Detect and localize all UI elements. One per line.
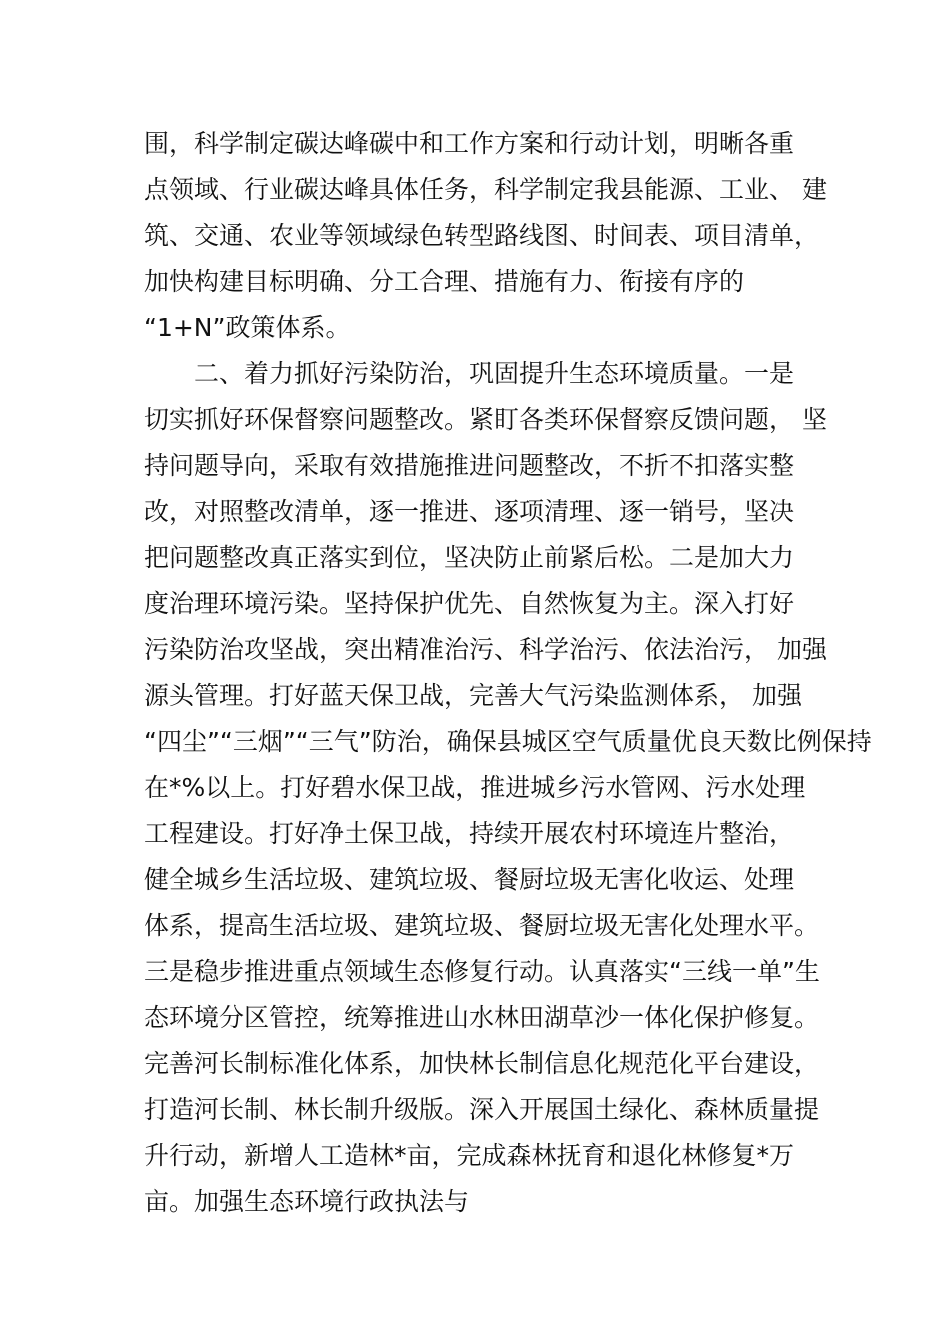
text-line: 三是稳步推进重点领域生态修复行动。认真落实“三线一单”生 (144, 957, 820, 986)
text-line: 体系，提高生活垃圾、建筑垃圾、餐厨垃圾无害化处理水平。 (144, 911, 820, 940)
text-line: 亩。加强生态环境行政执法与 (144, 1187, 470, 1216)
text-line: 态环境分区管控，统筹推进山水林田湖草沙一体化保护修复。 (144, 1003, 820, 1032)
text-line: 健全城乡生活垃圾、建筑垃圾、餐厨垃圾无害化收运、处理 (144, 865, 795, 894)
text-line: 度治理环境污染。坚持保护优先、自然恢复为主。深入打好 (144, 589, 795, 618)
text-line: 二、着力抓好污染防治，巩固提升生态环境质量。一是 (144, 359, 795, 388)
text-line: 切实抓好环保督察问题整改。紧盯各类环保督察反馈问题， 坚 (144, 405, 827, 434)
text-line: 持问题导向，采取有效措施推进问题整改，不折不扣落实整 (144, 451, 795, 480)
text-line: 筑、交通、农业等领域绿色转型路线图、时间表、项目清单， (144, 221, 820, 250)
text-line: 完善河长制标准化体系，加快林长制信息化规范化平台建设， (144, 1049, 820, 1078)
body-text (144, 121, 872, 1225)
text-line: “四尘”“三烟”“三气”防治，确保县城区空气质量优良天数比例保持 (144, 727, 872, 756)
text-line: 把问题整改真正落实到位，坚决防止前紧后松。二是加大力 (144, 543, 795, 572)
text-line: 围，科学制定碳达峰碳中和工作方案和行动计划，明晰各重 (144, 129, 795, 158)
text-line: 点领域、行业碳达峰具体任务，科学制定我县能源、工业、 建 (144, 175, 827, 204)
text-line: “1+N”政策体系。 (144, 313, 351, 342)
text-line: 改，对照整改清单，逐一推进、逐项清理、逐一销号，坚决 (144, 497, 795, 526)
text-line: 工程建设。打好净土保卫战，持续开展农村环境连片整治， (144, 819, 795, 848)
text-line: 污染防治攻坚战，突出精准治污、科学治污、依法治污， 加强 (144, 635, 827, 664)
text-line: 打造河长制、林长制升级版。深入开展国土绿化、森林质量提 (144, 1095, 820, 1124)
text-line: 升行动，新增人工造林*亩，完成森林抚育和退化林修复*万 (144, 1141, 795, 1170)
text-line: 加快构建目标明确、分工合理、措施有力、衔接有序的 (144, 267, 745, 296)
text-line: 源头管理。打好蓝天保卫战，完善大气污染监测体系， 加强 (144, 681, 802, 710)
text-line: 在*%以上。打好碧水保卫战，推进城乡污水管网、污水处理 (144, 773, 806, 802)
